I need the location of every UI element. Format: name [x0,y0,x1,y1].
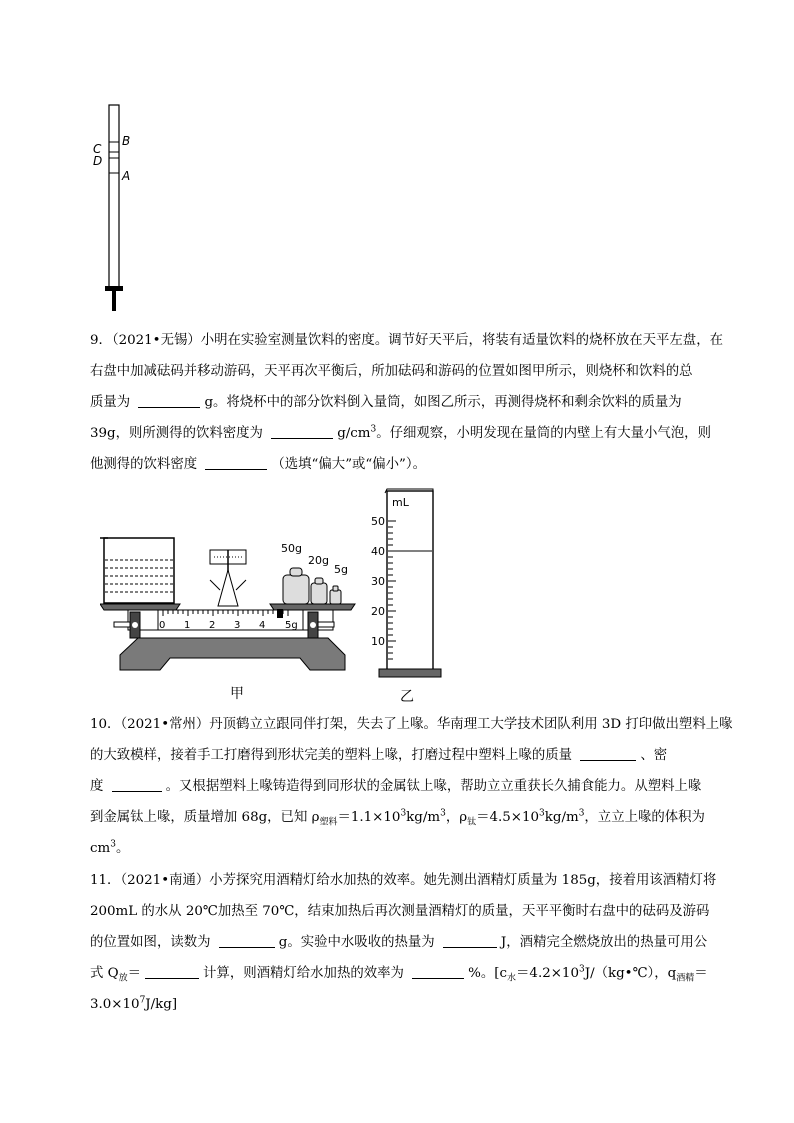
label-c: C [93,142,102,156]
tick-30: 30 [371,575,385,588]
beverage-liquid [105,560,173,602]
ruler-tick-4: 4 [259,620,266,631]
q11-line-5: $3.0\times 10^7J/kg$] [90,995,178,1012]
weight-5g [330,586,341,604]
tube-stem [112,291,116,311]
q11-line-2: 200mL 的水从 20℃加热至 70℃，结束加热后再次测量酒精灯的质量，天平平衡时右盘中的砝码及游码 [90,904,710,919]
glass-tube [109,105,119,288]
ruler-tick-1: 1 [184,620,191,631]
tick-20: 20 [371,605,385,618]
answer-blank[interactable] [443,933,497,948]
q11-line-3: 的位置如图，读数为 g。实验中水吸收的热量为 J，酒精完全燃烧放出的热量可用公 [90,935,708,950]
answer-blank[interactable] [580,746,636,761]
q10-line-5: $cm^3$。 [90,839,130,856]
weight-20g [311,578,327,604]
q10-line-3: 度 。又根据塑料上喙铸造得到同形状的金属钛上喙，帮助立立重获长久捕食能力。从塑料上喙 [90,779,702,794]
left-balance-nut [114,612,140,638]
answer-blank[interactable] [271,424,333,439]
answer-blank[interactable] [138,393,200,408]
unit-label: mL [392,496,409,509]
q10-line-2: 的大致模样，接着手工打磨得到形状完美的塑料上喙，打磨过程中塑料上喙的质量 、密 [90,748,668,763]
q9-line-1: 9．（2021•无锡）小明在实验室测量饮料的密度。调节好天平后，将装有适量饮料的烧杯放在天平左盘，在 [90,333,723,348]
q9-line-4: 39g，则所测得的饮料密度为 $g/cm^3$。仔细观察，小明发现在量筒的内壁上有大量小气泡，则 [90,424,711,441]
label-a: A [122,169,131,183]
question-11 [90,865,722,1020]
answer-blank[interactable] [205,455,267,470]
tick-10: 10 [371,635,385,648]
q9-line-2: 右盘中加减砝码并移动游码，天平再次平衡后，所加砝码和游码的位置如图甲所示，则烧杯和饮料的总 [90,364,693,379]
question-10 [90,709,733,864]
answer-blank[interactable] [412,964,464,979]
label-b: B [122,134,131,148]
tube-figure [86,100,156,315]
caption-yi: 乙 [400,689,414,705]
tube-base [105,286,123,291]
cylinder-base [379,669,441,677]
ruler-tick-5: 5g [285,620,298,631]
question-9 [90,325,722,480]
pointer-scale [210,550,246,606]
q9-line-5: 他测得的饮料密度 （选填“偏大”或“偏小”）。 [90,457,426,472]
ruler-tick-3: 3 [234,620,241,631]
q11-line-4: 式 $Q_放=$ 计算，则酒精灯给水加热的效率为 %。[$c_水=4.2\times 10^3J/(kg•℃)$，$q_{酒精}=$ [90,964,708,984]
weight-label-20g: 20g [308,554,329,567]
answer-blank[interactable] [112,777,162,792]
weight-label-5g: 5g [334,563,348,576]
caption-jia: 甲 [230,686,244,702]
answer-blank[interactable] [219,933,275,948]
left-pan [100,604,180,610]
weight-50g [283,568,309,604]
q10-line-1: 10．（2021•常州）丹顶鹤立立跟同伴打架，失去了上喙。华南理工大学技术团队利用 3D 打印做出塑料上喙 [90,717,733,732]
label-d: D [93,154,103,168]
beam-ruler [128,609,333,631]
balance-figure [100,530,360,680]
q10-line-4: 到金属钛上喙，质量增加 68g，已知 $\rho_{塑料}=1.1\times 10^3kg/m^3$，$\rho_钛=4.5\times 10^3kg/m^3$，立立上喙的体积为 [90,808,705,828]
q9-line-3: 质量为 g。将烧杯中的部分饮料倒入量筒，如图乙所示，再测得烧杯和剩余饮料的质量为 [90,395,682,410]
tick-40: 40 [371,545,385,558]
weight-label-50g: 50g [281,542,302,555]
ruler-tick-0: 0 [159,620,166,631]
answer-blank[interactable] [145,964,199,979]
tick-50: 50 [371,515,385,528]
q11-line-1: 11．（2021•南通）小芳探究用酒精灯给水加热的效率。她先测出酒精灯质量为 185g，接着用该酒精灯将 [90,873,717,888]
beaker [100,538,174,603]
balance-base [120,638,345,670]
ruler-tick-2: 2 [209,620,216,631]
cylinder-figure [365,485,445,685]
rider [277,609,283,618]
